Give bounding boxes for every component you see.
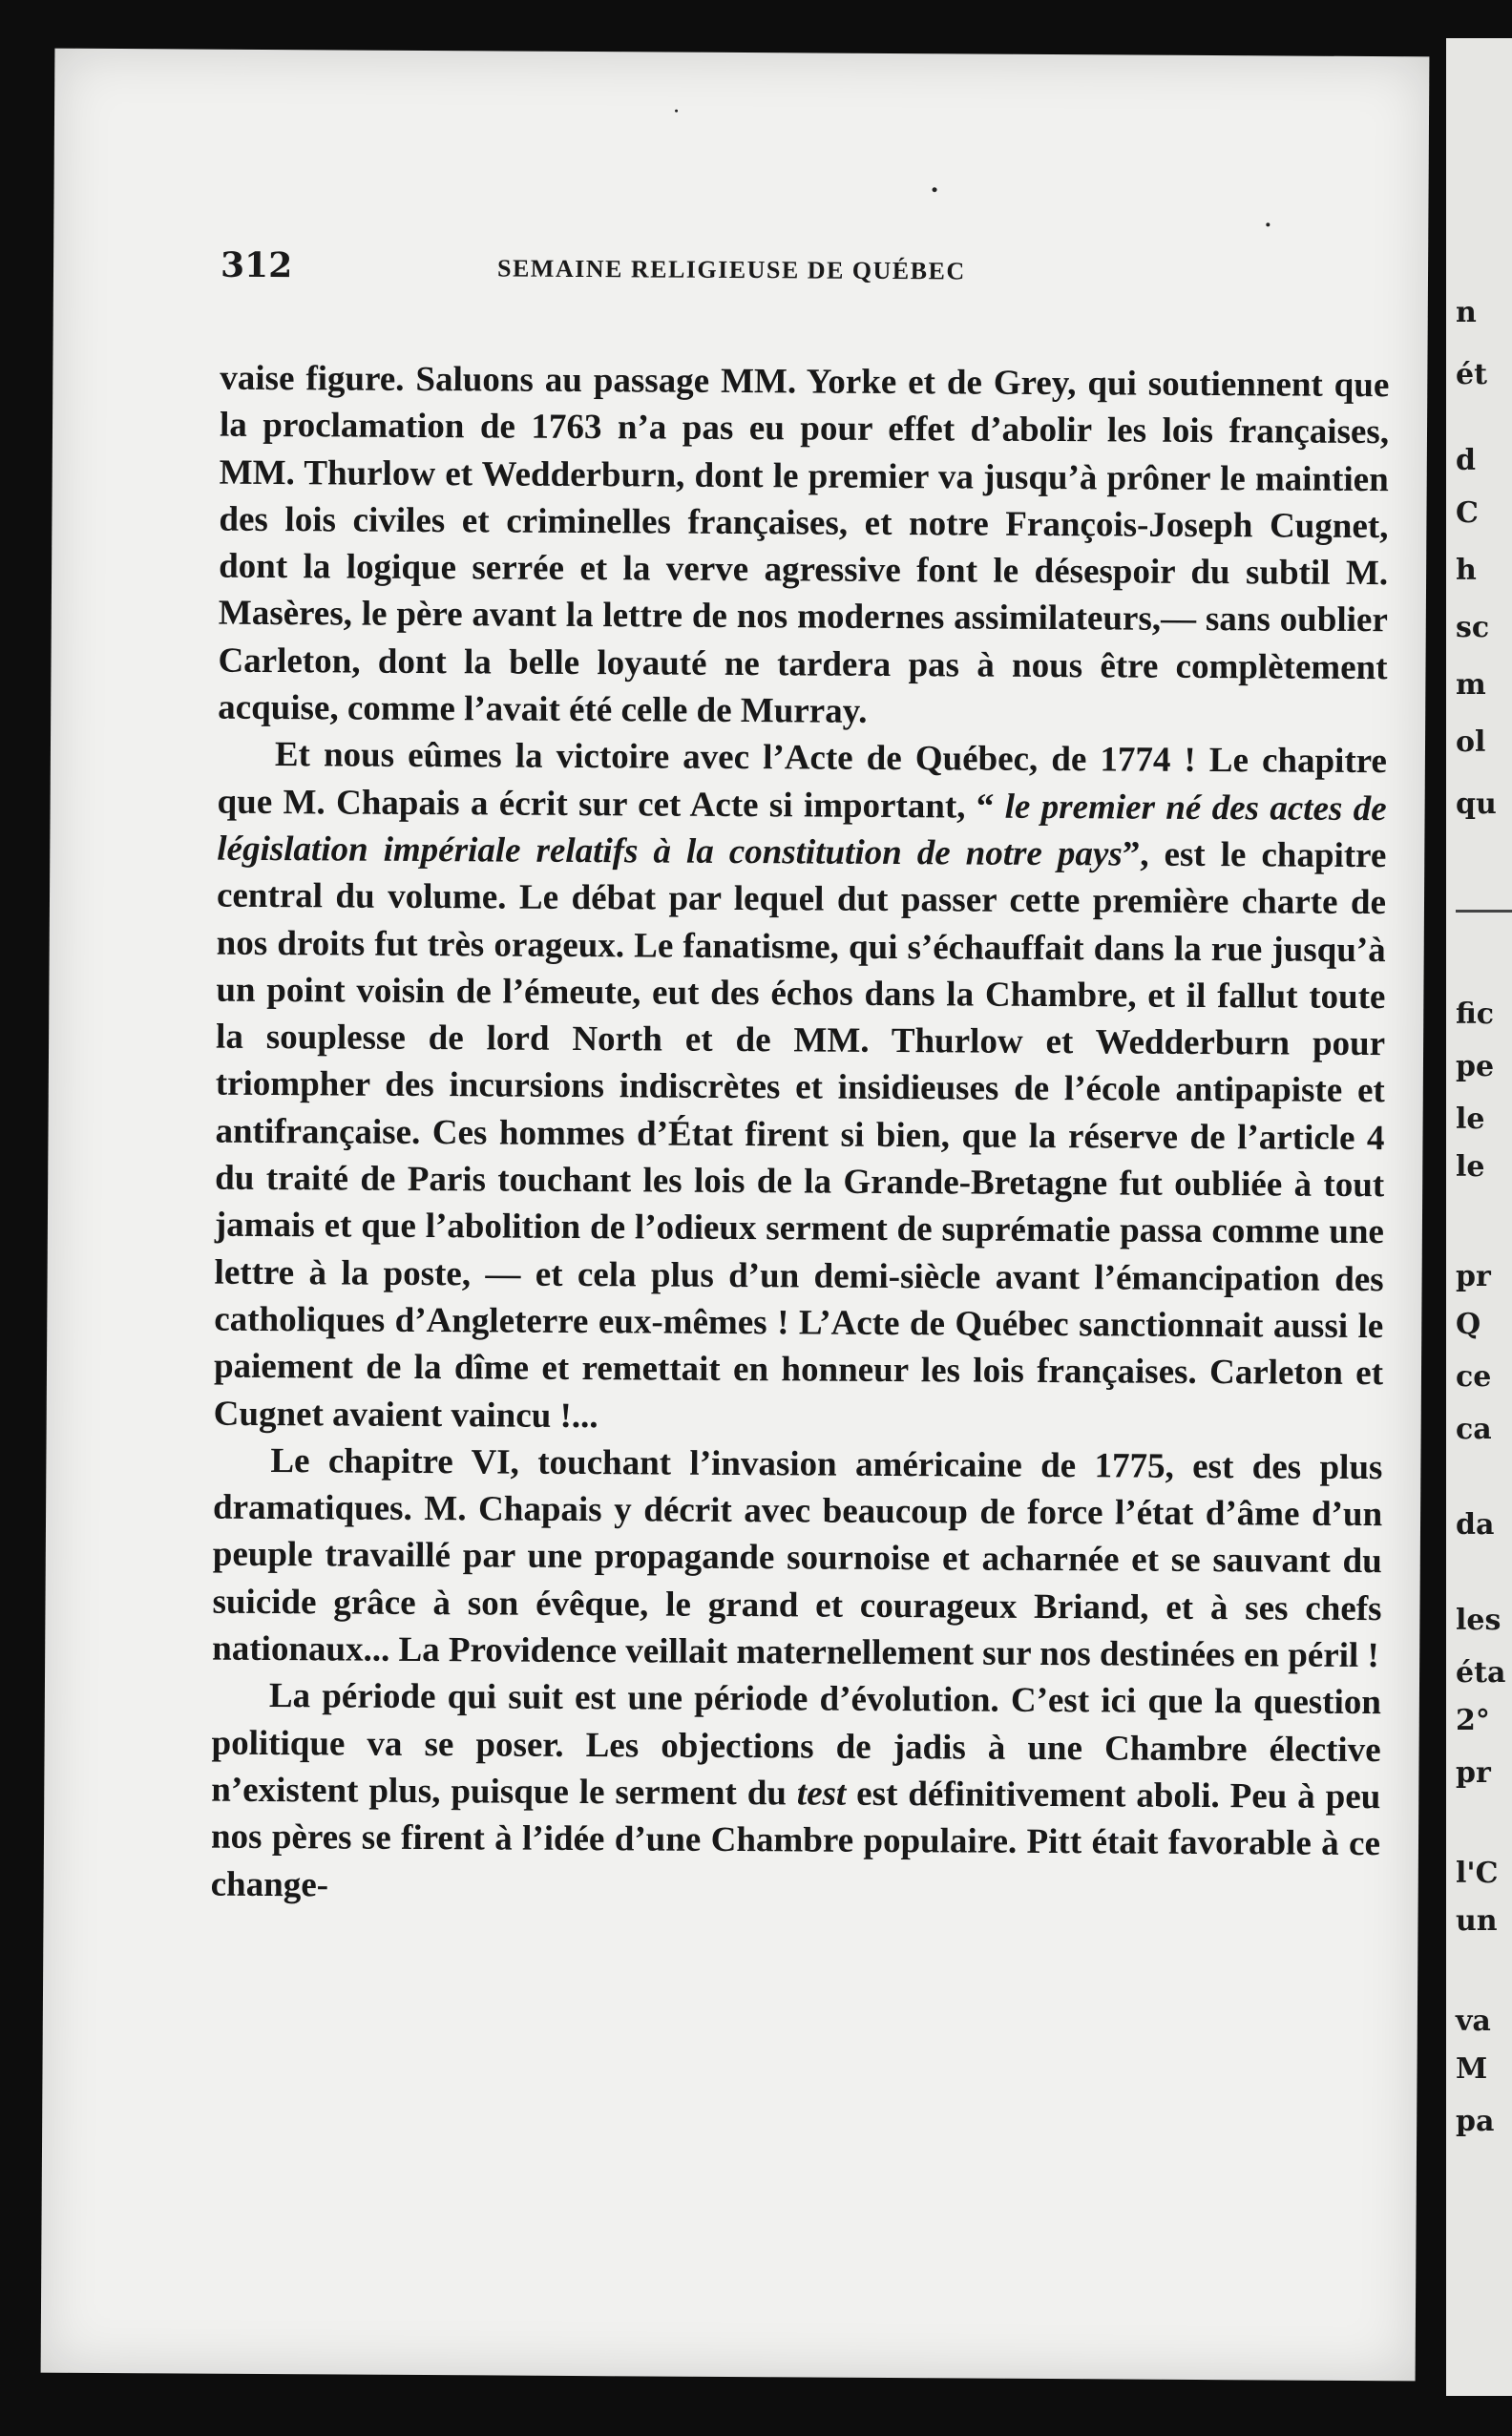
text-segment: Le chapitre VI, touchant l’invasion américaine de 1775, est des plus dramatiques. M. Chapais y décrit avec beaucoup de force l’état d’âme d’un peuple travaillé par une propagande sournoise et acharnée et se sauvant du suicide grâce à son évêque, le grand et courageux Briand, et à ses chefs nationaux... La Providence veillait maternellement sur nos destinées en péril ! [212,1440,1383,1676]
dust-speck [933,187,937,192]
facing-page-fragment: qu [1456,788,1497,821]
facing-page-fragment: un [1456,1904,1498,1938]
book-page [41,49,1430,2382]
text-segment: La période qui suit est une période d’évolution. C’est ici que la question politique va se poser. Les objections de jadis à une Chambre élective n’existent plus, puisque le serment du [211,1676,1382,1814]
page-number: 312 [220,244,293,286]
facing-page-fragment: éta [1456,1656,1506,1690]
facing-page-fragment: pa [1456,2105,1495,2138]
facing-page-fragment: ét [1456,358,1487,391]
text-segment: vaise figure. Saluons au passage MM. Yorke et de Grey, qui soutiennent que la proclamation de 1763 n’a pas eu pour effet d’abolir les lois françaises, MM. Thurlow et Wedderburn, dont le premier va jusqu’à prôner le maintien des lois civiles et criminelles françaises, et notre François-Joseph Cugnet, dont la logique serrée et la verve agressive font le désespoir du subtil M. Masères, le père avant la lettre de nos modernes assimilateurs,— sans oublier Carleton, dont la belle loyauté ne tardera pas à nous être complètement acquise, comme l’avait été celle de Murray. [218,358,1390,731]
dust-speck [1266,222,1270,226]
facing-page-fragment: l'C [1456,1857,1499,1890]
facing-page-fragment: da [1456,1508,1495,1542]
facing-page-fragment: le [1456,1150,1485,1184]
facing-page-fragment: ca [1456,1413,1492,1446]
facing-page-edge [1446,38,1512,2396]
facing-page-fragment: pr [1456,1260,1491,1293]
facing-page-fragment: pr [1456,1756,1491,1790]
paragraph [212,1437,1382,1679]
body-text [211,355,1390,1915]
italic-text: le premier né des actes de législation impériale relatifs à la constitution de notre pays [217,787,1387,874]
page-header [220,245,1366,309]
facing-page-fragment: M [1456,2052,1488,2086]
text-segment: Et nous eûmes la victoire avec l’Acte de Québec, de 1774 ! Le chapitre que M. Chapais a écrit sur cet Acte si important, “ [217,735,1388,827]
facing-page-fragment: d [1456,444,1476,477]
text-segment: est définitivement aboli. Peu à peu nos pères se firent à l’idée d’une Chambre populaire. Pitt était favorable à ce change- [210,1774,1381,1904]
facing-page-fragment: va [1456,2005,1491,2038]
facing-page-fragment: ol [1456,725,1486,759]
facing-page-fragment: Q [1456,1308,1481,1341]
facing-page-fragment: les [1456,1604,1502,1637]
paragraph [211,1672,1381,1915]
italic-text: test [796,1774,847,1814]
facing-page-fragment: C [1456,496,1479,530]
running-head: SEMAINE RELIGIEUSE DE QUÉBEC [496,254,966,285]
facing-page-fragment: le [1456,1102,1485,1136]
edge-rule [1456,910,1512,913]
facing-page-fragment: n [1456,296,1477,329]
facing-page-fragment: fic [1456,998,1495,1031]
facing-page-fragment: 2° [1456,1704,1490,1737]
paragraph [218,355,1389,739]
facing-page-fragment: m [1456,668,1486,702]
facing-page-fragment: ce [1456,1360,1492,1394]
facing-page-fragment: h [1456,554,1477,587]
facing-page-fragment: sc [1456,611,1490,644]
dust-speck [675,110,678,113]
facing-page-fragment: pe [1456,1050,1495,1083]
paragraph [214,731,1387,1444]
text-segment: ”, est le chapitre central du volume. Le débat par lequel dut passer cette première charte de nos droits fut très orageux. Le fanatisme, qui s’échauffait dans la rue jusqu’à un point voisin de l’émeute, eut des échos dans la Chambre, et il fallut toute la souplesse de lord North et de MM. Thurlow et Wedderburn pour triompher des incursions indiscrètes et insidieuses de l’école antipapiste et antifrançaise. Ces hommes d’État firent si bien, que la réserve de l’article 4 du traité de Paris touchant les lois de la Grande-Bretagne fut oubliée à tout jamais et que l’abolition de l’odieux serment de suprématie passa comme une lettre à la poste, — et cela plus d’un demi-siècle avant l’émancipation des catholiques d’Angleterre eux-mêmes ! L’Acte de Québec sanctionnait aussi le paiement de la dîme et remettait en honneur les lois françaises. Carleton et Cugnet avaient vaincu !... [213,834,1387,1436]
